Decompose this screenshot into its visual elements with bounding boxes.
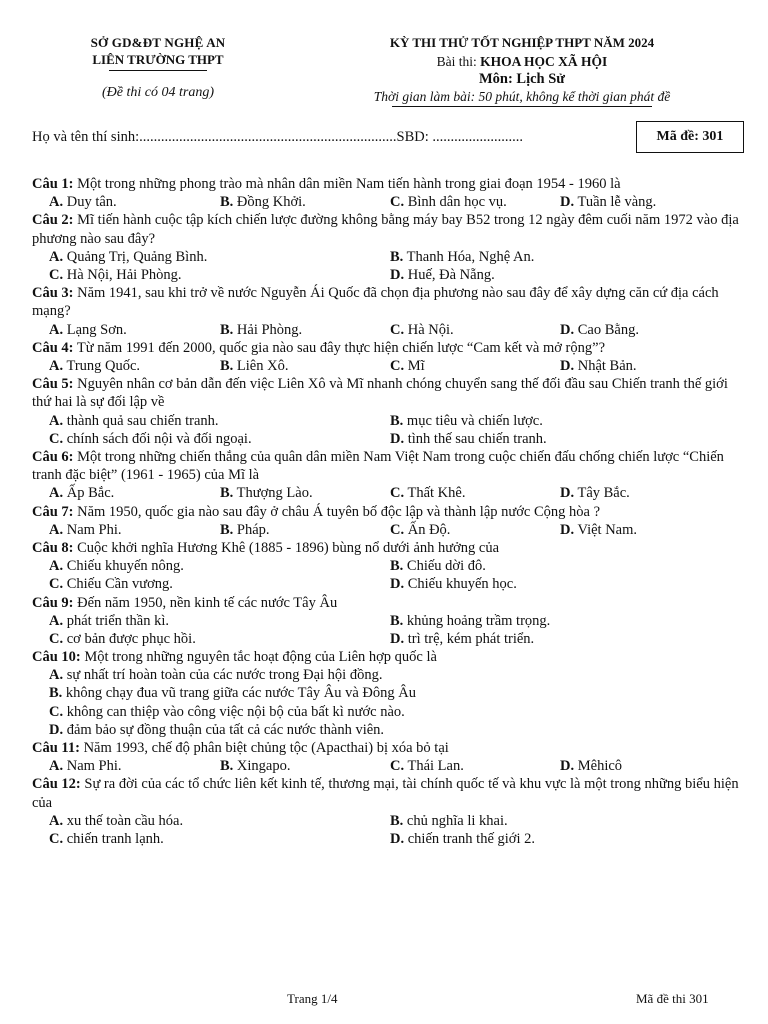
option-key: D. [390, 630, 405, 647]
option-text: Hà Nội. [404, 321, 454, 338]
option-key: C. [390, 357, 405, 374]
answer-option [49, 575, 173, 593]
exam-name: KHOA HỌC XÃ HỘI [480, 54, 608, 69]
option-text: chính sách đối nội và đối ngoại. [63, 430, 252, 447]
option-key: D. [390, 430, 405, 447]
option-key: A. [49, 758, 64, 775]
option-key: B. [390, 412, 404, 429]
option-text: Đồng Khởi. [233, 194, 306, 211]
option-text: Nam Phi. [63, 758, 122, 775]
option-text: Mêhicô [574, 758, 623, 775]
question-item [32, 739, 742, 775]
answer-option [390, 521, 450, 539]
header-left [38, 35, 278, 101]
option-row [32, 521, 742, 539]
exam-name-line [312, 54, 732, 70]
option-key: A. [49, 485, 64, 502]
question-item [32, 775, 742, 848]
option-key: D. [390, 266, 405, 283]
option-key: C. [390, 194, 405, 211]
option-row [32, 266, 742, 284]
option-key: C. [49, 703, 64, 720]
option-text: Quảng Trị, Quảng Bình. [63, 248, 208, 265]
question-text: Năm 1950, quốc gia nào sau đây ở châu Á tuyên bố độc lập và thành lập nước Cộng hòa ? [73, 503, 601, 520]
option-text: không can thiệp vào công việc nội bộ của bất kì nước nào. [63, 703, 405, 720]
answer-option [220, 357, 288, 375]
answer-option [560, 757, 622, 775]
question-text: Nguyên nhân cơ bản dẫn đến việc Liên Xô và Mĩ nhanh chóng chuyển sang thế đối đầu sau Chiến tranh thế giới thứ hai là sự đối lập về [32, 376, 728, 411]
option-key: B. [390, 558, 404, 575]
answer-option [49, 412, 219, 430]
option-text: tình thế sau chiến tranh. [404, 430, 547, 447]
question-stem [32, 175, 742, 193]
question-text: Từ năm 1991 đến 2000, quốc gia nào sau đây thực hiện chiến lược “Cam kết và mở rộng”? [73, 339, 606, 356]
answer-option [49, 557, 184, 575]
option-key: D. [390, 576, 405, 593]
option-key: C. [390, 485, 405, 502]
question-stem [32, 448, 742, 484]
option-key: D. [560, 194, 575, 211]
question-item [32, 648, 742, 739]
option-text: Việt Nam. [574, 521, 638, 538]
answer-options [32, 412, 742, 448]
question-item [32, 175, 742, 211]
question-text: Một trong những nguyên tắc hoạt động của Liên hợp quốc là [80, 649, 437, 666]
option-text: đảm bảo sự đồng thuận của tất cả các nước thành viên. [63, 721, 385, 738]
answer-option [32, 703, 742, 721]
question-item [32, 211, 742, 284]
option-text: mục tiêu và chiến lược. [403, 412, 543, 429]
option-text: Trung Quốc. [63, 357, 141, 374]
answer-option [390, 266, 495, 284]
question-stem [32, 648, 742, 666]
answer-option [390, 193, 507, 211]
option-text: Tuần lễ vàng. [574, 194, 657, 211]
question-label: Câu 2: [32, 212, 74, 229]
answer-options [32, 484, 742, 502]
question-label: Câu 4: [32, 339, 74, 356]
option-key: C. [390, 521, 405, 538]
answer-options [32, 248, 742, 284]
answer-options [32, 612, 742, 648]
question-label: Câu 10: [32, 649, 81, 666]
option-row [32, 193, 742, 211]
question-text: Mĩ tiến hành cuộc tập kích chiến lược đường không bằng máy bay B52 trong 12 ngày đêm cuối năm 1972 vào địa phương nào sau đây? [32, 212, 739, 247]
question-text: Đến năm 1950, nền kinh tế các nước Tây Âu [73, 594, 338, 611]
option-text: phát triển thần kì. [63, 612, 170, 629]
question-label: Câu 12: [32, 776, 81, 793]
option-key: A. [49, 812, 64, 829]
answer-option [390, 830, 535, 848]
question-text: Một trong những chiến thắng của quân dân miền Nam Việt Nam trong cuộc chiến đấu chống chiến lược “Chiến tranh đặc biệt” (1961 - 1965) của Mĩ là [32, 448, 724, 484]
option-key: A. [49, 357, 64, 374]
option-key: B. [390, 248, 404, 265]
option-key: D. [560, 485, 575, 502]
answer-option [49, 321, 127, 339]
option-key: B. [220, 758, 234, 775]
option-key: C. [390, 321, 405, 338]
option-key: D. [49, 721, 64, 738]
question-label: Câu 11: [32, 740, 80, 757]
answer-option [390, 812, 508, 830]
question-stem [32, 375, 742, 411]
question-label: Câu 7: [32, 503, 74, 520]
answer-option [390, 357, 425, 375]
answer-option [390, 321, 454, 339]
option-row [32, 630, 742, 648]
option-key: C. [390, 758, 405, 775]
answer-option [32, 666, 742, 684]
question-item [32, 503, 742, 539]
answer-option [49, 612, 169, 630]
department-name: SỞ GD&ĐT NGHỆ AN [90, 35, 226, 50]
question-label: Câu 3: [32, 285, 74, 302]
option-row [32, 248, 742, 266]
answer-option [49, 430, 252, 448]
question-item [32, 448, 742, 503]
option-row [32, 812, 742, 830]
question-text: Sự ra đời của các tổ chức liên kết kinh tế, thương mại, tài chính quốc tế và khu vực là một trong những biểu hiện của [32, 776, 739, 811]
option-text: Nhật Bản. [574, 357, 637, 374]
answer-options [32, 357, 742, 375]
option-text: xu thế toàn cầu hóa. [63, 812, 184, 829]
answer-options [32, 321, 742, 339]
answer-option [49, 193, 117, 211]
option-text: Hà Nội, Hải Phòng. [63, 266, 182, 283]
option-key: A. [49, 667, 64, 684]
option-text: Liên Xô. [233, 357, 289, 374]
option-text: Duy tân. [63, 194, 117, 211]
footer-exam-code: Mã đề thi 301 [636, 991, 709, 1006]
option-text: Mĩ [404, 357, 425, 374]
option-key: C. [49, 630, 64, 647]
option-text: Thanh Hóa, Nghệ An. [403, 248, 535, 265]
page-count-note: (Đề thi có 04 trang) [102, 85, 214, 100]
option-row [32, 575, 742, 593]
answer-option [390, 575, 517, 593]
answer-option [560, 193, 656, 211]
option-row [32, 321, 742, 339]
exam-label: Bài thi: [436, 54, 481, 69]
answer-option [390, 412, 543, 430]
answer-option [49, 248, 207, 266]
page-number: Trang 1/4 [287, 991, 338, 1006]
option-key: C. [49, 266, 64, 283]
option-text: cơ bản được phục hồi. [63, 630, 196, 647]
option-text: thành quả sau chiến tranh. [63, 412, 219, 429]
option-key: B. [390, 812, 404, 829]
option-key: A. [49, 521, 64, 538]
option-key: B. [220, 485, 234, 502]
exam-code-box: Mã đề: 301 [636, 121, 744, 153]
option-row [32, 430, 742, 448]
option-text: Xingapo. [233, 758, 291, 775]
option-text: Chiếu khuyến nông. [63, 558, 184, 575]
option-key: A. [49, 194, 64, 211]
answer-option [49, 630, 196, 648]
answer-options [32, 521, 742, 539]
option-key: B. [220, 194, 234, 211]
answer-option [560, 521, 637, 539]
answer-option [390, 757, 464, 775]
option-key: D. [560, 357, 575, 374]
option-key: A. [49, 558, 64, 575]
option-key: B. [390, 612, 404, 629]
question-stem [32, 594, 742, 612]
option-row [32, 757, 742, 775]
question-stem [32, 775, 742, 811]
question-stem [32, 284, 742, 320]
question-stem [32, 739, 742, 757]
option-text: Ấn Độ. [404, 521, 451, 538]
question-item [32, 339, 742, 375]
question-label: Câu 5: [32, 376, 74, 393]
option-row [32, 830, 742, 848]
option-key: A. [49, 612, 64, 629]
answer-option [390, 484, 465, 502]
option-key: B. [49, 685, 63, 702]
option-key: B. [220, 357, 234, 374]
option-key: C. [49, 430, 64, 447]
answer-option [49, 484, 114, 502]
option-key: D. [560, 758, 575, 775]
question-label: Câu 6: [32, 448, 74, 465]
answer-option [49, 757, 122, 775]
answer-option [390, 612, 550, 630]
question-text: Một trong những phong trào mà nhân dân miền Nam tiến hành trong giai đoạn 1954 - 1960 là [73, 176, 621, 192]
answer-options [32, 193, 742, 211]
option-row [32, 484, 742, 502]
option-text: Hải Phòng. [233, 321, 303, 338]
answer-option [560, 321, 639, 339]
option-text: Nam Phi. [63, 521, 122, 538]
answer-option [220, 757, 290, 775]
answer-option [49, 521, 122, 539]
option-text: Chiếu Cần vương. [63, 576, 173, 593]
answer-option [32, 721, 742, 739]
option-text: chiến tranh thế giới 2. [404, 831, 535, 848]
answer-option [49, 266, 182, 284]
option-text: chiến tranh lạnh. [63, 831, 164, 848]
option-row [32, 412, 742, 430]
question-stem [32, 503, 742, 521]
question-text: Năm 1993, chế độ phân biệt chủng tộc (Apacthai) bị xóa bỏ tại [79, 740, 449, 757]
option-text: Thượng Lào. [233, 485, 313, 502]
answer-option [390, 630, 534, 648]
answer-option [390, 248, 534, 266]
question-item [32, 594, 742, 649]
option-text: Bình dân học vụ. [404, 194, 507, 211]
answer-option [220, 321, 302, 339]
question-stem [32, 339, 742, 357]
answer-option [220, 193, 306, 211]
question-label: Câu 9: [32, 594, 74, 611]
question-label: Câu 8: [32, 539, 74, 556]
option-key: C. [49, 576, 64, 593]
option-text: Ấp Bắc. [63, 485, 115, 502]
option-text: Pháp. [233, 521, 270, 538]
option-key: A. [49, 412, 64, 429]
question-list [32, 175, 742, 848]
answer-option [560, 484, 630, 502]
answer-options [32, 757, 742, 775]
option-text: Lạng Sơn. [63, 321, 127, 338]
option-text: Chiếu khuyến học. [404, 576, 517, 593]
answer-options [32, 557, 742, 593]
header-left-rule [109, 70, 207, 71]
option-text: Thất Khê. [404, 485, 466, 502]
option-key: C. [49, 831, 64, 848]
option-text: trì trệ, kém phát triển. [404, 630, 535, 647]
question-item [32, 284, 742, 339]
option-key: A. [49, 321, 64, 338]
student-info-line: Họ và tên thí sinh:.......................................................................SBD: ......................... [32, 129, 523, 145]
option-row [32, 557, 742, 575]
option-text: không chạy đua vũ trang giữa các nước Tây Âu và Đông Âu [62, 685, 416, 702]
header-right-rule [392, 106, 652, 107]
question-stem [32, 211, 742, 247]
option-text: Cao Bằng. [574, 321, 639, 338]
answer-option [49, 830, 164, 848]
answer-option [49, 812, 183, 830]
option-key: D. [560, 321, 575, 338]
option-text: khủng hoảng trầm trọng. [403, 612, 551, 629]
answer-option [560, 357, 637, 375]
question-text: Cuộc khởi nghĩa Hương Khê (1885 - 1896) bùng nổ dưới ảnh hưởng của [73, 539, 500, 556]
subject-title: Môn: Lịch Sử [478, 71, 566, 87]
question-text: Năm 1941, sau khi trở về nước Nguyễn Ái Quốc đã chọn địa phương nào sau đây để xây dựng căn cứ địa cách mạng? [32, 285, 719, 320]
answer-option [390, 430, 547, 448]
option-key: B. [220, 321, 234, 338]
option-key: D. [560, 521, 575, 538]
option-text: Huế, Đà Nẵng. [404, 266, 495, 283]
answer-options [32, 812, 742, 848]
question-item [32, 539, 742, 594]
answer-option [220, 521, 270, 539]
option-text: Thái Lan. [404, 758, 464, 775]
answer-option [49, 357, 140, 375]
option-text: Chiếu dời đô. [403, 558, 486, 575]
option-row [32, 612, 742, 630]
time-note: Thời gian làm bài: 50 phút, không kể thời gian phát đề [373, 89, 671, 104]
option-key: A. [49, 248, 64, 265]
school-name: LIÊN TRƯỜNG THPT [92, 52, 224, 67]
header-right [312, 35, 732, 107]
option-text: Tây Bắc. [574, 485, 630, 502]
exam-title: KỲ THI THỬ TỐT NGHIỆP THPT NĂM 2024 [389, 35, 655, 50]
answer-option [32, 684, 742, 702]
question-label: Câu 1: [32, 176, 74, 192]
answer-option [220, 484, 313, 502]
option-row [32, 357, 742, 375]
option-key: D. [390, 831, 405, 848]
answer-option [390, 557, 486, 575]
option-key: B. [220, 521, 234, 538]
question-item [32, 375, 742, 448]
option-text: chủ nghĩa li khai. [403, 812, 508, 829]
question-stem [32, 539, 742, 557]
answer-options [32, 666, 742, 739]
option-text: sự nhất trí hoàn toàn của các nước trong Đại hội đồng. [63, 667, 383, 684]
